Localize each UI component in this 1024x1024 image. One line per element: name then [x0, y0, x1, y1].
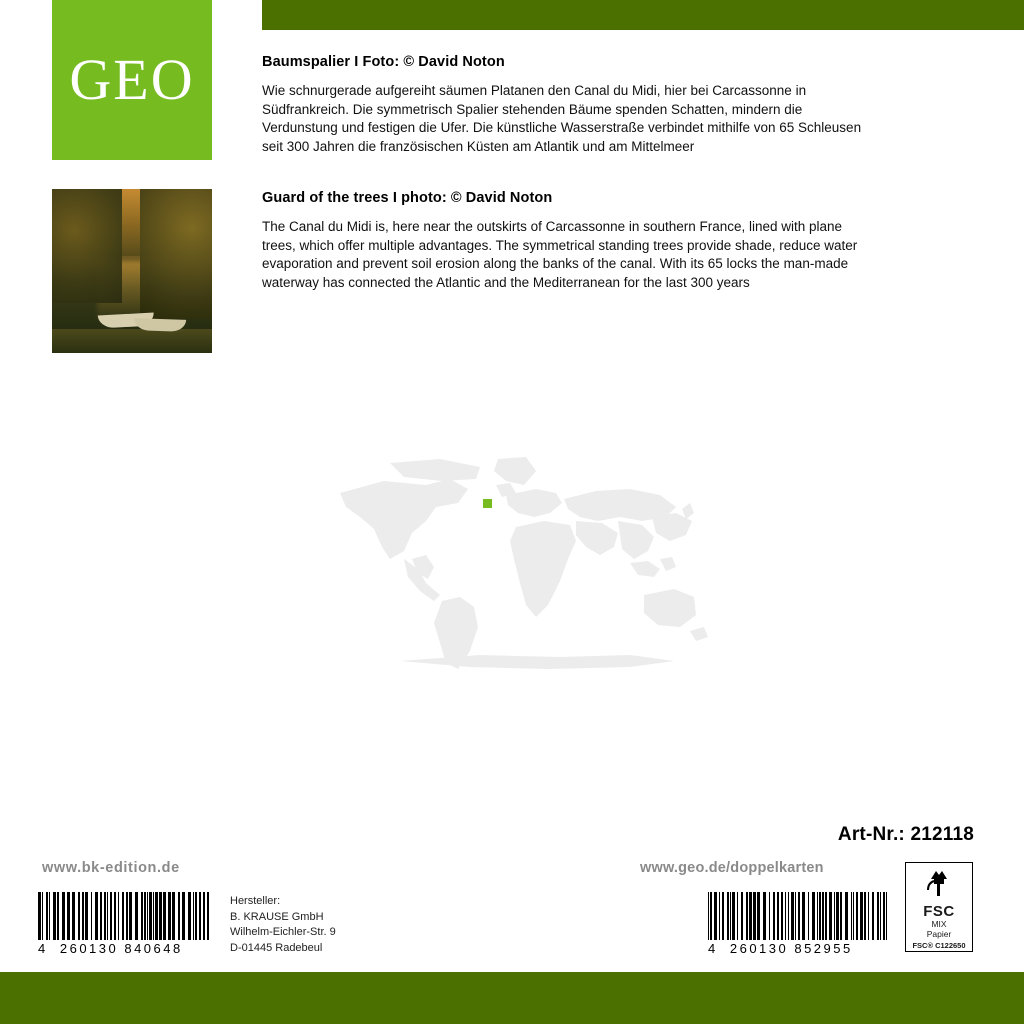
barcode-left — [38, 892, 210, 956]
barcode-left-digits — [38, 941, 210, 956]
fsc-papier-text: Papier — [926, 929, 952, 939]
location-marker-icon — [483, 499, 492, 508]
barcode-right-number: 260130 852955 — [729, 941, 853, 956]
world-map — [330, 455, 720, 680]
caption-body-english: The Canal du Midi is, here near the outskirts of Carcassonne in southern France, lined with plane trees, which offer multiple advantages. The symmetrical standing trees provide shade, reduce water evaporation and prevent soil erosion along the banks of the canal. With its 65 locks the man-made waterway has connected the Atlantic and the Mediterranean for the last 300 years — [262, 219, 858, 290]
top-bar-gap — [212, 0, 262, 30]
canal-du-midi-thumbnail — [52, 189, 212, 353]
barcode-right-digits — [708, 941, 890, 956]
fsc-mix-text: MIX — [931, 919, 947, 929]
barcode-left-number: 260130 840648 — [59, 941, 183, 956]
caption-heading-german: Baumspalier I Foto: © David Noton — [262, 54, 505, 70]
world-map-svg — [330, 455, 720, 680]
barcode-left-lead-digit: 4 — [38, 941, 48, 956]
barcode-right-bars — [708, 892, 890, 940]
geo-logo-text: GEO — [69, 47, 195, 112]
top-green-bar — [262, 0, 1024, 30]
fsc-code-text: FSC® C122650 — [912, 941, 966, 950]
url-geo-doppelkarten[interactable]: www.geo.de/doppelkarten — [640, 860, 824, 876]
caption-heading-english: Guard of the trees I photo: © David Noton — [262, 190, 553, 206]
url-bk-edition[interactable]: www.bk-edition.de — [42, 860, 180, 876]
caption-block-german — [262, 54, 882, 156]
fsc-logo — [905, 862, 973, 952]
caption-column — [262, 54, 882, 292]
barcode-right-lead-digit: 4 — [708, 941, 718, 956]
article-number: Art-Nr.: 212118 — [837, 824, 974, 845]
publisher-line-2: B. KRAUSE GmbH — [230, 910, 324, 923]
caption-body-german: Wie schnurgerade aufgereiht säumen Platanen den Canal du Midi, hier bei Carcassonne in Südfrankreich. Die symmetrisch Spalier stehenden Bäume spenden Schatten, mindern die Verdunstung und festigen die Ufer. Die künstliche Wasserstraße verbindet mithilfe von 65 Schleusen seit 300 Jahren die französischen Küsten am Atlantik und am Mittelmeer — [262, 83, 862, 154]
map-landmasses — [340, 457, 708, 669]
geo-logo — [52, 0, 212, 160]
barcode-left-bars — [38, 892, 210, 940]
barcode-right — [708, 892, 890, 956]
publisher-line-4: D-01445 Radebeul — [230, 941, 323, 954]
thumbnail-bank — [52, 329, 212, 353]
thumbnail-trees-right — [140, 189, 212, 319]
caption-block-english — [262, 190, 882, 292]
fsc-mark-text: FSC — [923, 903, 955, 920]
thumbnail-trees-left — [52, 189, 122, 303]
publisher-address — [230, 894, 336, 956]
publisher-line-1: Hersteller: — [230, 895, 281, 907]
publisher-line-3: Wilhelm-Eichler-Str. 9 — [230, 926, 336, 938]
fsc-tree-icon — [906, 868, 972, 903]
bottom-green-bar — [0, 972, 1024, 1024]
